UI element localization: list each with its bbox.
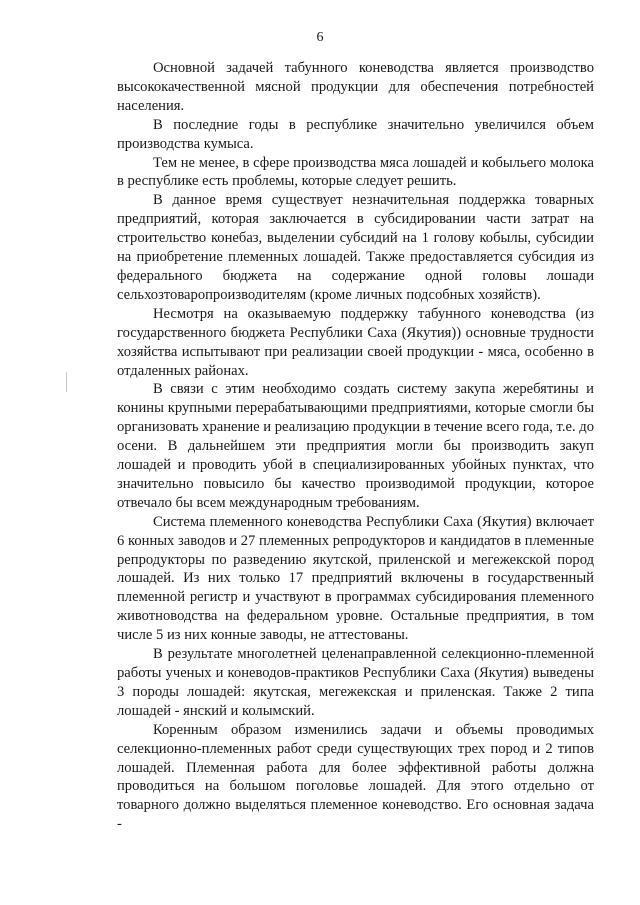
paragraph-procurement-system: В связи с этим необходимо создать систему закупа жеребятины и конины крупными перерабатывающими предприятиями, которые смогли бы организовать хранение и реализацию продукции в течение всего года, т.е. до осени. В дальнейшем эти предприятия могли бы производить закуп лошадей и проводить убой в специализированных убойных пунктах, что значительно повысило бы качество производимой продукции, которое отвечало бы всем международным требованиям. bbox=[117, 381, 594, 511]
paragraph-problems: Тем не менее, в сфере производства мяса лошадей и кобыльего молока в республике есть проблемы, которые следует решить. bbox=[117, 154, 594, 190]
paragraph-kumys-production: В последние годы в республике значительно увеличился объем производства кумыса. bbox=[117, 116, 594, 152]
margin-scan-mark bbox=[66, 372, 67, 392]
paragraph-breeding-system: Система племенного коневодства Республики Саха (Якутия) включает 6 конных заводов и 27 племенных репродукторов и кандидатов в племенные репродукторы по разведению якутской, приленской и мегежекской пород лошадей. Из них только 17 предприятий включены в государственный племенной регистр и участвуют в программах субсидирования племенного животноводства на федеральном уровне. Остальные предприятия, в том числе 5 из них конные заводы, не аттестованы. bbox=[117, 513, 594, 644]
paragraph-main-task: Основной задачей табунного коневодства является производство высококачественной мясной продукции для обеспечения потребностей населения. bbox=[117, 60, 594, 114]
paragraph-subsidies: В данное время существует незначительная поддержка товарных предприятий, которая заключается в субсидировании части затрат на строительство конебаз, выделении субсидий на 1 голову кобылы, субсидии на приобретение племенных лошадей. Также предоставляется субсидия из федерального бюджета на содержание одной головы лошади сельхозтоваропроизводителям (кроме личных подсобных хозяйств). bbox=[117, 192, 594, 303]
document-body bbox=[117, 59, 594, 834]
page-number: 6 bbox=[316, 30, 324, 45]
paragraph-difficulties: Несмотря на оказываемую поддержку табунного коневодства (из государственного бюджета Республики Саха (Якутия)) основные трудности хозяйства испытывают при реализации своей продукции - мяса, особенно в отдаленных районах. bbox=[117, 305, 594, 379]
paragraph-breeds: В результате многолетней целенаправленной селекционно-племенной работы ученых и коневодов-практиков Республики Саха (Якутия) выведены 3 породы лошадей: якутская, мегежекская и приленская. Также 2 типа лошадей - янский и колымский. bbox=[117, 646, 594, 719]
paragraph-breeding-tasks: Коренным образом изменились задачи и объемы проводимых селекционно-племенных работ среди существующих трех пород и 2 типов лошадей. Племенная работа для более эффективной работы должна проводиться на большом поголовье лошадей. Для этого отдельно от товарного должно выделяться племенное коневодство. Его основная задача - bbox=[117, 721, 594, 833]
